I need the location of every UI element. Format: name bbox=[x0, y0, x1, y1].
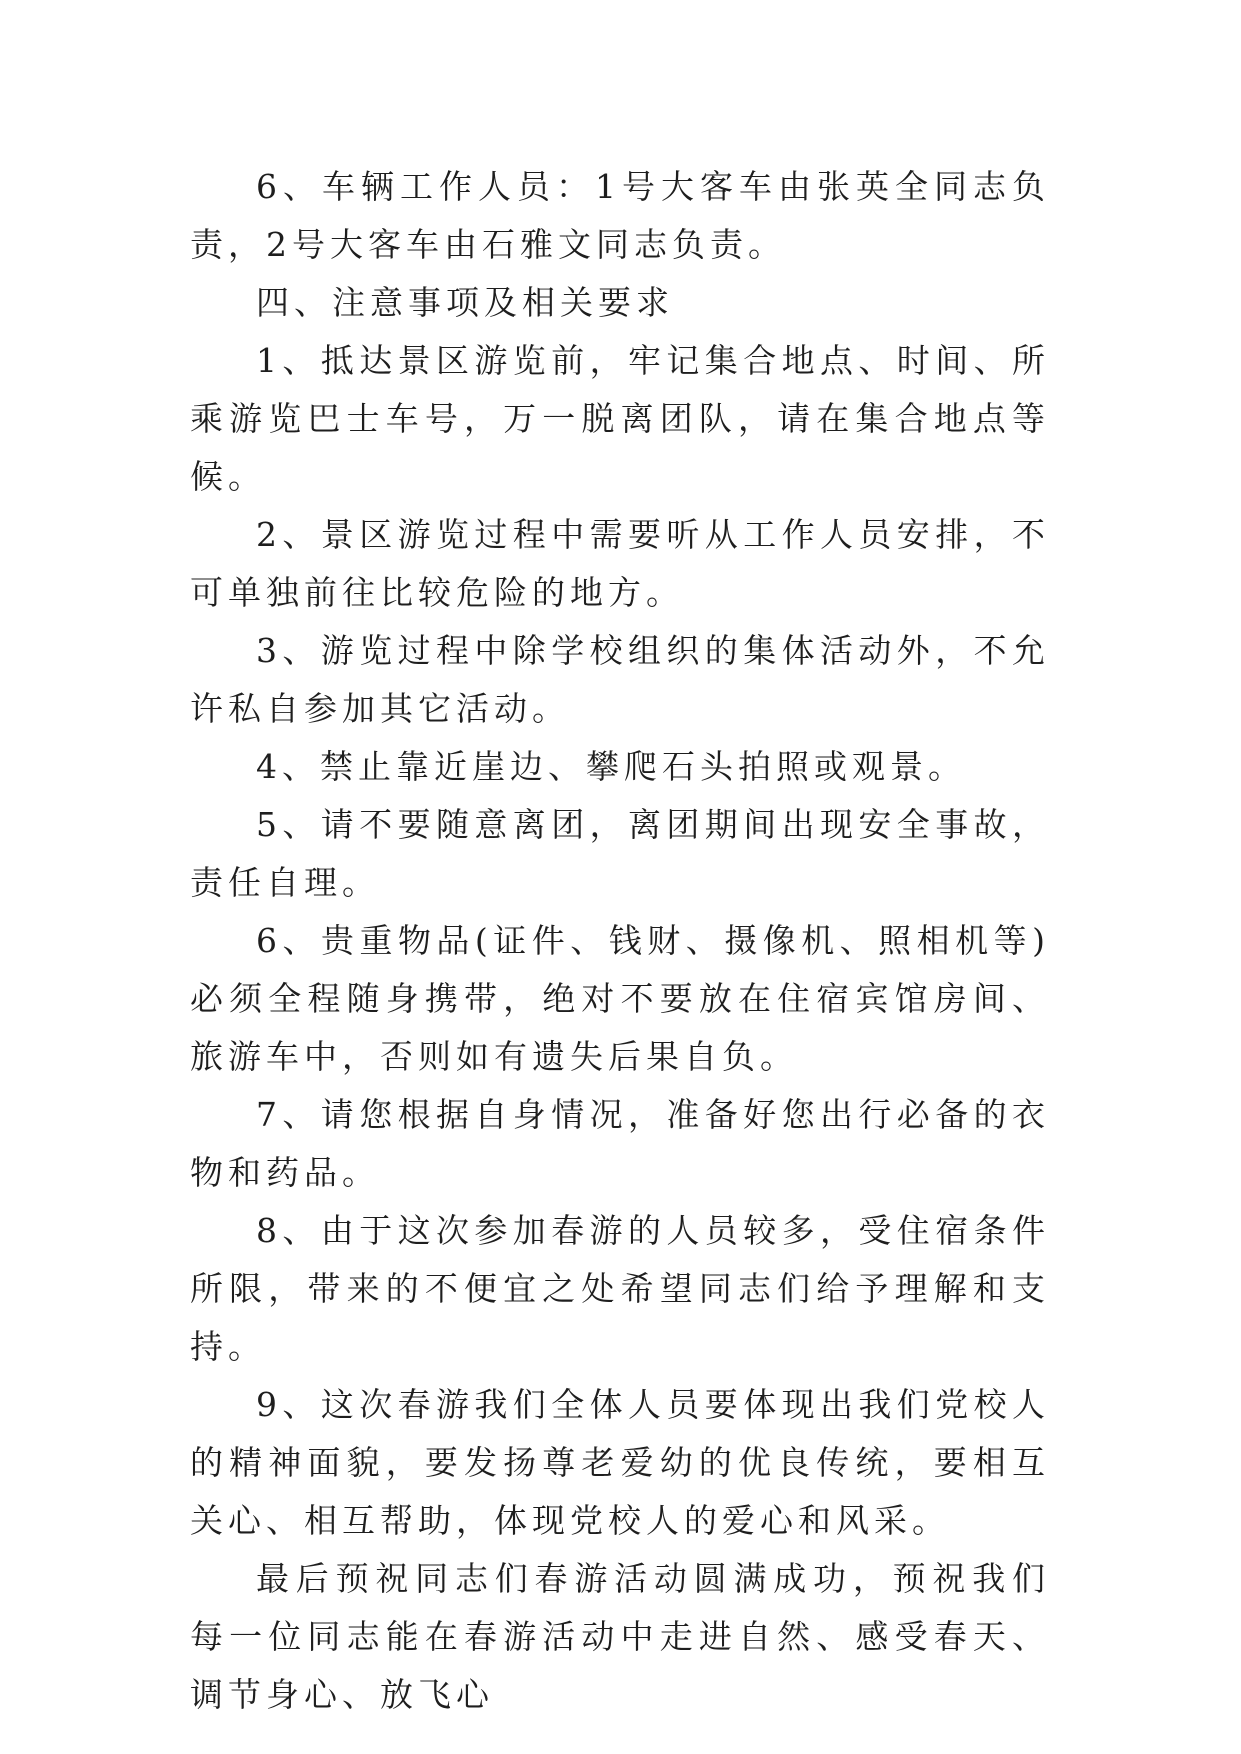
paragraph-item-4: 4、禁止靠近崖边、攀爬石头拍照或观景。 bbox=[256, 747, 966, 786]
paragraph-item-8: 8、由于这次参加春游的人员较多，受住宿条件所限，带来的不便宜之处希望同志们给予理解和支持。 bbox=[190, 1211, 1050, 1366]
paragraph-closing: 最后预祝同志们春游活动圆满成功，预祝我们每一位同志能在春游活动中走进自然、感受春天、调节身心、放飞心 bbox=[190, 1559, 1050, 1714]
document-body bbox=[190, 158, 1050, 1724]
paragraph-item-7: 7、请您根据自身情况，准备好您出行必备的衣物和药品。 bbox=[190, 1095, 1050, 1192]
section-heading-notes: 四、注意事项及相关要求 bbox=[256, 283, 674, 322]
paragraph-item-5: 5、请不要随意离团，离团期间出现安全事故，责任自理。 bbox=[190, 805, 1050, 902]
paragraph-vehicle-staff: 6、车辆工作人员：1号大客车由张英全同志负责，2号大客车由石雅文同志负责。 bbox=[190, 167, 1050, 264]
paragraph-item-2: 2、景区游览过程中需要听从工作人员安排，不可单独前往比较危险的地方。 bbox=[190, 515, 1050, 612]
paragraph-item-1: 1、抵达景区游览前，牢记集合地点、时间、所乘游览巴士车号，万一脱离团队，请在集合地点等候。 bbox=[190, 341, 1050, 496]
paragraph-item-3: 3、游览过程中除学校组织的集体活动外，不允许私自参加其它活动。 bbox=[190, 631, 1050, 728]
paragraph-item-6: 6、贵重物品(证件、钱财、摄像机、照相机等)必须全程随身携带，绝对不要放在住宿宾馆房间、旅游车中，否则如有遗失后果自负。 bbox=[190, 921, 1050, 1076]
paragraph-item-9: 9、这次春游我们全体人员要体现出我们党校人的精神面貌，要发扬尊老爱幼的优良传统，要相互关心、相互帮助，体现党校人的爱心和风采。 bbox=[190, 1385, 1050, 1540]
